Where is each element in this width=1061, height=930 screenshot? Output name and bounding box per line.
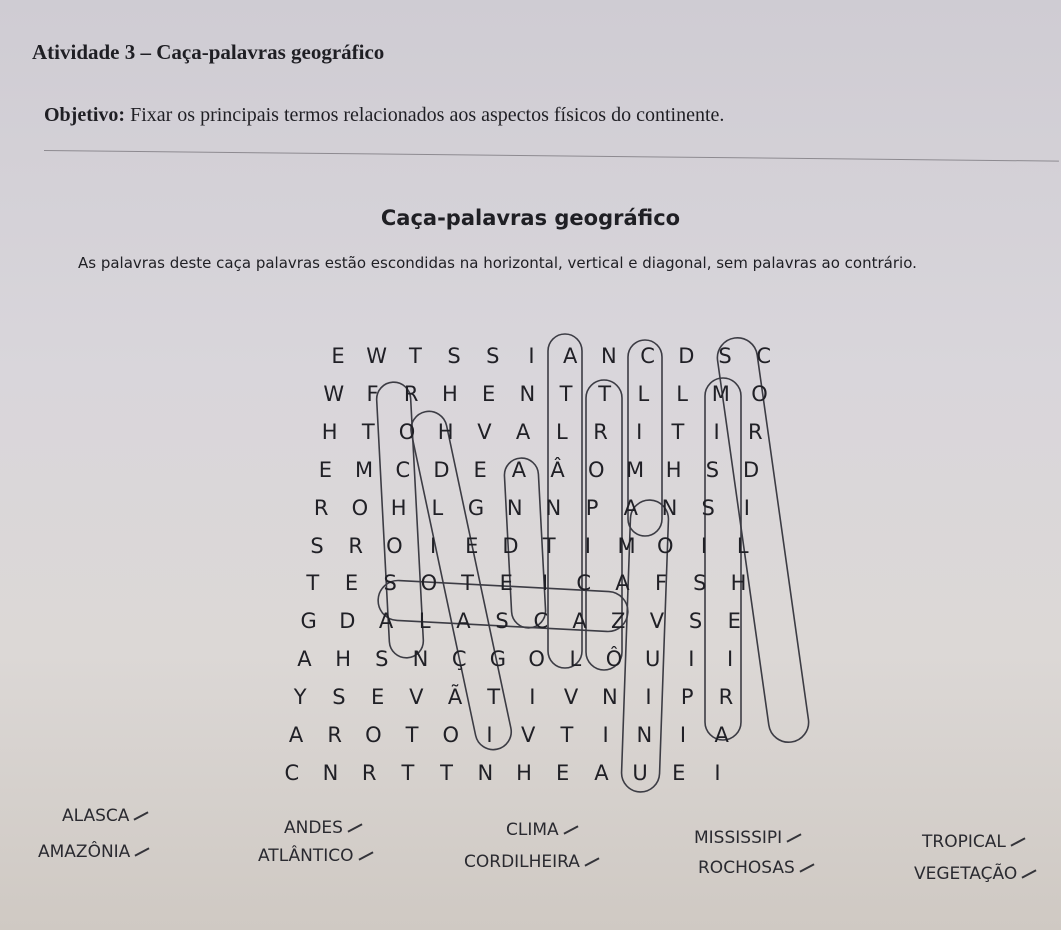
- grid-letter: E: [727, 609, 741, 634]
- word-alasca: [62, 806, 149, 826]
- grid-letter: F: [366, 381, 379, 406]
- grid-letter: S: [447, 344, 461, 368]
- puzzle-instructions: As palavras deste caça palavras estão escondidas na horizontal, vertical e diagonal, sem palavras ao contrário.: [78, 254, 917, 272]
- grid-letter: I: [602, 723, 609, 747]
- grid-letter: E: [344, 571, 359, 596]
- grid-letter: H: [441, 381, 458, 406]
- grid-letter: I: [713, 419, 720, 444]
- grid-letter: A: [288, 723, 304, 747]
- grid-letter: O: [588, 457, 605, 482]
- grid-letter: N: [506, 495, 523, 520]
- grid-letter: I: [528, 344, 535, 368]
- grid-letter: E: [370, 685, 385, 710]
- grid-letter: A: [563, 344, 578, 368]
- grid-letter: N: [601, 344, 617, 368]
- check-mark-icon: [347, 823, 362, 832]
- grid-letter: Z: [610, 609, 626, 634]
- check-mark-icon: [1010, 837, 1025, 846]
- grid-letter: G: [467, 495, 485, 520]
- grid-letter: I: [714, 760, 721, 785]
- grid-letter: I: [679, 723, 687, 747]
- check-mark-icon: [584, 857, 599, 866]
- grid-letter: N: [661, 495, 678, 520]
- grid-letter: A: [378, 609, 394, 634]
- grid-letter: M: [711, 381, 730, 406]
- grid-letter: N: [412, 647, 429, 672]
- grid-letter: I: [688, 647, 695, 672]
- grid-letter: N: [477, 760, 494, 785]
- word-label: CORDILHEIRA: [464, 852, 580, 872]
- grid-letter: Ç: [451, 647, 467, 672]
- grid-letter: R: [593, 419, 608, 444]
- grid-letter: D: [502, 533, 519, 558]
- grid-letter: M: [355, 457, 374, 482]
- grid-letter: N: [519, 381, 536, 406]
- grid-letter: A: [456, 609, 471, 634]
- check-mark-icon: [135, 847, 150, 856]
- check-mark-icon: [563, 825, 578, 834]
- word-label: ANDES: [284, 818, 343, 838]
- grid-letter: E: [499, 571, 513, 596]
- grid-letter: A: [714, 723, 729, 747]
- grid-letter: E: [465, 533, 479, 558]
- grid-letter: S: [701, 495, 715, 520]
- grid-letter: G: [300, 609, 317, 634]
- grid-letter: V: [649, 609, 665, 634]
- grid-letter: E: [481, 381, 496, 406]
- grid-letter: D: [433, 457, 450, 482]
- grid-letter: N: [545, 495, 562, 520]
- grid-letter: S: [375, 647, 389, 672]
- grid-letter: C: [576, 571, 592, 596]
- word-andes: [284, 818, 363, 838]
- activity-title: Atividade 3 – Caça-palavras geográfico: [32, 40, 385, 64]
- grid-letter: H: [321, 419, 338, 444]
- grid-letter: Ã: [447, 685, 463, 710]
- grid-letter: N: [636, 723, 653, 747]
- word-label: ATLÂNTICO: [258, 846, 354, 866]
- grid-letter: L: [418, 609, 431, 634]
- grid-letter: T: [598, 381, 612, 406]
- grid-letter: R: [313, 495, 329, 520]
- grid-letter: I: [645, 685, 652, 710]
- puzzle-title: Caça-palavras geográfico: [380, 206, 681, 230]
- check-mark-icon: [799, 863, 814, 872]
- check-mark-icon: [358, 851, 373, 860]
- grid-letter: S: [310, 533, 324, 558]
- word-clima: [506, 820, 579, 840]
- grid-letter: I: [541, 571, 549, 596]
- grid-letter: V: [521, 723, 536, 747]
- grid-letter: T: [560, 723, 574, 747]
- grid-letter: L: [569, 647, 582, 672]
- grid-letter: O: [386, 533, 403, 558]
- grid-letter: R: [327, 723, 342, 747]
- grid-letter: E: [318, 457, 333, 482]
- objective-text: Fixar os principais termos relacionados aos aspectos físicos do continente.: [125, 104, 725, 126]
- grid-letter: D: [743, 457, 760, 482]
- grid-letter: V: [477, 419, 492, 444]
- word-label: AMAZÔNIA: [38, 842, 131, 862]
- grid-letter: I: [486, 723, 493, 747]
- grid-letter: L: [676, 381, 688, 406]
- grid-letter: U: [645, 647, 661, 672]
- grid-letter: S: [383, 571, 397, 596]
- grid-letter: Ô: [605, 647, 623, 672]
- grid-letter: T: [405, 723, 419, 747]
- grid-letter: A: [594, 760, 609, 785]
- grid-letter: E: [473, 457, 487, 482]
- grid-letter: I: [726, 647, 734, 672]
- grid-letter: A: [297, 647, 312, 672]
- grid-letter: C: [640, 344, 655, 368]
- grid-letter: H: [437, 419, 454, 444]
- grid-letter: O: [351, 495, 369, 520]
- grid-letter: S: [495, 609, 509, 634]
- grid-letter: T: [401, 760, 415, 785]
- word-atlantico: [258, 846, 374, 866]
- grid-letter: P: [585, 495, 599, 520]
- grid-letter: O: [398, 419, 416, 444]
- word-mississipi: [694, 828, 802, 848]
- grid-letter: I: [529, 685, 536, 710]
- grid-letter: L: [637, 381, 650, 406]
- grid-letter: S: [332, 685, 346, 710]
- grid-letter: A: [515, 419, 531, 444]
- grid-letter: V: [409, 685, 424, 710]
- grid-letter: R: [348, 533, 363, 558]
- grid-letter: R: [748, 419, 763, 444]
- grid-letter: S: [688, 609, 703, 634]
- grid-letter: T: [306, 571, 320, 596]
- grid-letter: P: [680, 685, 694, 710]
- grid-letter: N: [601, 685, 618, 710]
- grid-letter: H: [335, 647, 351, 672]
- word-cordilheira: [464, 852, 600, 872]
- grid-letter: E: [556, 760, 570, 785]
- grid-letter: A: [572, 609, 587, 634]
- word-tropical: [922, 832, 1026, 852]
- grid-letter: T: [671, 419, 685, 444]
- grid-letter: H: [665, 457, 682, 482]
- objective-label: Objetivo:: [44, 104, 126, 126]
- grid-letter: L: [431, 495, 444, 520]
- grid-letter: U: [632, 760, 648, 785]
- divider-line: [44, 150, 1059, 162]
- grid-letter: S: [486, 344, 500, 368]
- grid-letter: T: [542, 533, 556, 558]
- grid-letter: L: [736, 533, 749, 558]
- grid-letter: T: [461, 571, 474, 596]
- grid-letter: N: [322, 760, 339, 785]
- grid-letter: H: [390, 495, 407, 520]
- grid-letter: S: [693, 571, 707, 596]
- grid-letter: C: [395, 457, 411, 482]
- grid-letter: S: [705, 457, 720, 482]
- word-vegetacao: [914, 864, 1037, 884]
- grid-letter: V: [563, 685, 579, 710]
- grid-letter: I: [743, 495, 750, 520]
- grid-letter: R: [403, 381, 419, 406]
- check-mark-icon: [134, 811, 149, 820]
- grid-letter: G: [489, 647, 507, 672]
- word-label: VEGETAÇÃO: [914, 864, 1018, 884]
- word-label: TROPICAL: [922, 832, 1006, 852]
- grid-letter: F: [655, 571, 668, 596]
- grid-letter: T: [559, 381, 573, 406]
- grid-letter: O: [751, 381, 768, 406]
- grid-letter: M: [617, 533, 636, 558]
- grid-letter: S: [718, 344, 732, 368]
- grid-letter: H: [730, 571, 747, 596]
- grid-letter: D: [678, 344, 695, 368]
- grid-letter: W: [323, 381, 345, 406]
- grid-letter: Â: [550, 457, 565, 482]
- grid-letter: O: [365, 723, 382, 747]
- grid-letter: C: [756, 344, 772, 368]
- grid-letter: T: [487, 685, 501, 710]
- grid-letter: I: [636, 419, 643, 444]
- grid-letter: I: [429, 533, 437, 558]
- grid-letter: W: [366, 344, 388, 368]
- grid-letter: T: [408, 344, 422, 368]
- grid-letter: Y: [293, 685, 307, 710]
- grid-letter: E: [672, 760, 686, 785]
- word-label: MISSISSIPI: [694, 828, 783, 848]
- grid-letter: A: [623, 495, 638, 520]
- grid-letter: O: [657, 533, 674, 558]
- grid-letter: A: [511, 457, 527, 482]
- grid-letter: R: [718, 685, 734, 710]
- check-mark-icon: [1022, 869, 1037, 878]
- grid-letter: I: [700, 533, 708, 558]
- grid-letter: R: [361, 760, 377, 785]
- grid-letter: O: [420, 571, 438, 596]
- word-rochosas: [698, 858, 815, 878]
- word-label: ROCHOSAS: [698, 858, 795, 878]
- grid-letter: D: [339, 609, 356, 634]
- grid-letter: T: [361, 419, 375, 444]
- grid-letter: C: [533, 609, 549, 634]
- grid-letter: T: [440, 760, 453, 785]
- grid-letter: M: [625, 457, 645, 482]
- grid-letter: O: [442, 723, 460, 747]
- grid-letter: C: [284, 760, 300, 785]
- check-mark-icon: [787, 833, 802, 842]
- word-label: ALASCA: [62, 806, 130, 826]
- word-amazonia: [38, 842, 150, 862]
- word-label: CLIMA: [506, 820, 559, 840]
- objective: [44, 104, 724, 127]
- grid-letter: O: [528, 647, 545, 672]
- grid-letter: E: [331, 344, 345, 368]
- grid-letter: L: [555, 419, 568, 444]
- grid-letter: I: [584, 533, 591, 558]
- grid-letter: H: [516, 760, 532, 785]
- grid-letter: A: [615, 571, 630, 596]
